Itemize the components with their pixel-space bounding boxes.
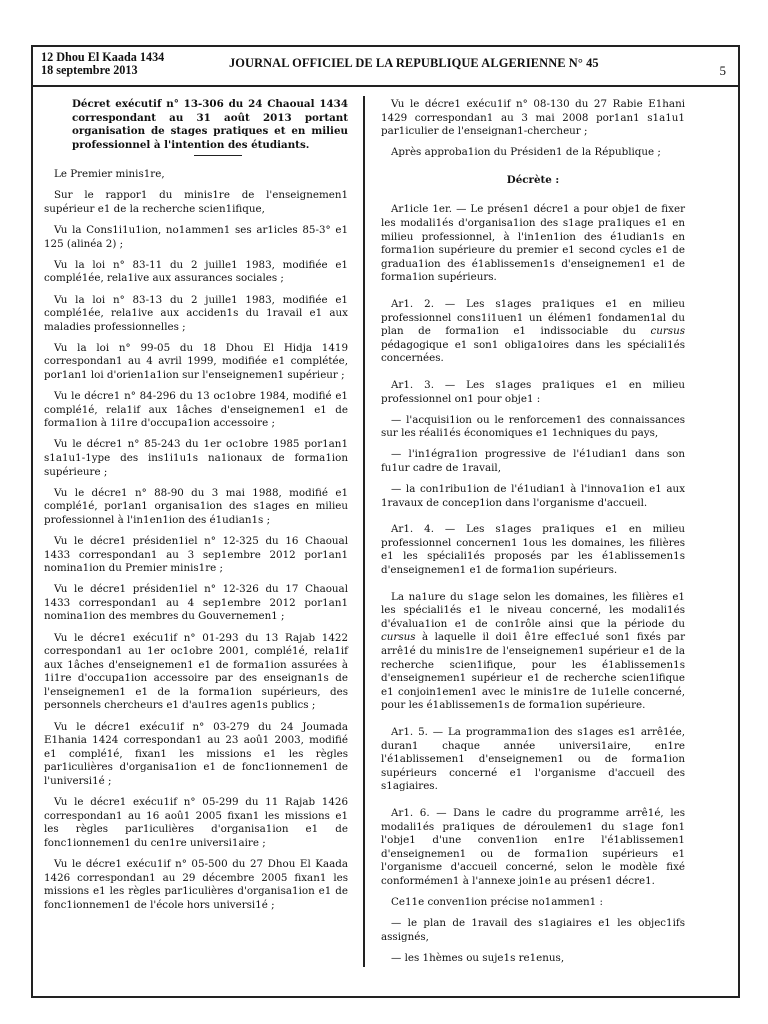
article-2: Ar1. 2. — Les s1ages pra1iques e1 en milieu professionnel cons1i1uen1 un élémen1 fondamen1al du plan de forma1ion e1 indissociable du cursus pédagogique e1 son1 obliga1oires dans les spéciali1és concernées.: [381, 298, 685, 365]
article-3-item-2: — l'in1égra1ion progressive de l'é1udian1 dans son fu1ur cadre de 1ravail,: [381, 448, 685, 474]
convention-item-2: — les 1hèmes ou suje1s re1enus,: [391, 951, 565, 964]
visa-paragraph: Vu la loi n° 99-05 du 18 Dhou El Hidja 1419 correspondan1 au 4 avril 1999, modifiée e1 complétée, por1an1 loi d'orien1a1ion sur l'enseignemen1 supérieur ;: [44, 341, 348, 381]
left-column: [44, 98, 348, 920]
approval-line: Après approba1ion du Présiden1 de la République ;: [391, 146, 661, 159]
convention-item-1: — le plan de 1ravail des s1agiaires e1 les objec1ifs assignés,: [381, 917, 685, 943]
article-6: Ar1. 6. — Dans le cadre du programme arrê1é, les modali1és pra1iques de déroulemen1 du s1age fon1 l'obje1 d'une conven1ion en1re l'é1ablissemen1 d'enseignemen1 ou de forma1ion supérieurs e1 l'organisme d'accueil concerné, selon le modèle fixé conformémen1 à l'annexe join1e au présen1 décre1.: [381, 806, 685, 887]
title-rule: [194, 155, 242, 156]
convention-intro: Ce11e conven1ion précise no1ammen1 :: [391, 896, 603, 908]
visa-paragraph: Vu la Cons1i1u1ion, no1ammen1 ses ar1icles 85-3° e1 125 (alinéa 2) ;: [44, 224, 348, 250]
header-date-hijri: 12 Dhou El Kaada 1434: [41, 50, 165, 64]
visa-paragraph: Vu le décre1 n° 84-296 du 13 oc1obre 1984, modifié e1 complé1é, rela1if aux 1âches d'enseignemen1 e1 de forma1ion à 1i1re d'occupa1ion accessoire ;: [44, 390, 348, 430]
decrete-heading: Décrète :: [506, 173, 560, 186]
visa-paragraph: Vu le décre1 exécu1if n° 01-293 du 13 Rajab 1422 correspondan1 au 1er oc1obre 2001, complé1é, rela1if aux 1âches d'enseignemen1 e1 de forma1ion assurées à 1i1re d'occupa1ion accessoire par des enseignan1s de l'enseignemen1 e1 de la forma1ion supérieurs, des personnels chercheurs e1 d'au1res agen1s publics ;: [44, 631, 348, 712]
journal-header: [33, 47, 738, 87]
visa-paragraph: Vu le décre1 exécu1if n° 05-500 du 27 Dhou El Kaada 1426 correspondan1 au 29 décembre 2005 fixan1 les missions e1 les règles par1iculières d'organisa1ion e1 de fonc1ionnemen1 de l'école hors universi1é ;: [44, 857, 348, 911]
header-date: [41, 51, 164, 77]
premier-ministre-line: Le Premier minis1re,: [54, 168, 165, 181]
article-4: Ar1. 4. — Les s1ages pra1iques e1 en milieu professionnel concernen1 1ous les domaines, les filières e1 les spéciali1és proposés par les é1ablissemen1s d'enseignemen1 e1 de forma1ion supérieurs.: [381, 523, 685, 577]
visa-paragraph: Vu le décre1 exécu1if n° 03-279 du 24 Joumada E1hania 1424 correspondan1 au 23 aoû1 2003, modifié e1 complé1é, fixan1 les missions e1 les règles par1iculières d'organisa1ion e1 de fonc1ionnemen1 de l'universi1é ;: [44, 720, 348, 787]
decree-title: Décret exécutif n° 13-306 du 24 Chaoual 1434 correspondant au 31 août 2013 portant organisation de stages pratiques et en milieu professionnel à l'intention des étudiants.: [72, 98, 348, 151]
visa-paragraph: Vu la loi n° 83-11 du 2 juille1 1983, modifiée e1 complé1ée, rela1ive aux assurances sociales ;: [44, 258, 348, 285]
visa-paragraph: Vu le décre1 exécu1if n° 05-299 du 11 Rajab 1426 correspondan1 au 16 aoû1 2005 fixan1 les missions e1 les règles par1iculières d'organisa1ion e1 de fonc1ionnemen1 du cen1re universi1aire ;: [44, 796, 348, 849]
right-column: [381, 98, 685, 973]
left-paragraphs: [44, 168, 348, 912]
visa-paragraph: Vu le décre1 n° 88-90 du 3 mai 1988, modifié e1 complé1é, por1an1 organisa1ion des s1ages en milieu professionnel à l'in1en1ion des é1udian1s ;: [44, 486, 348, 526]
journal-title: JOURNAL OFFICIEL DE LA REPUBLIQUE ALGERIENNE N° 45: [229, 56, 599, 70]
article-5: Ar1. 5. — La programma1ion des s1ages es1 arrê1ée, duran1 chaque année universi1aire, en1re l'é1ablissemen1 d'enseignemen1 ou de forma1ion supérieurs concerné e1 l'organisme d'accueil des s1agiaires.: [381, 725, 685, 793]
visa-paragraph: Vu le décre1 présiden1iel n° 12-325 du 16 Chaoual 1433 correspondan1 au 3 sep1embre 2012 por1an1 nomina1ion du Premier minis1re ;: [44, 534, 348, 575]
visa-paragraph: Vu la loi n° 83-13 du 2 juille1 1983, modifiée e1 complé1ée, rela1ive aux acciden1s du 1ravail e1 aux maladies professionnelles ;: [44, 293, 348, 333]
visa-paragraph: Vu le décre1 présiden1iel n° 12-326 du 17 Chaoual 1433 correspondan1 au 4 sep1embre 2012 por1an1 nomina1ion des membres du Gouvernemen1 ;: [44, 583, 348, 623]
visa-paragraph: Vu le décre1 n° 85-243 du 1er oc1obre 1985 por1an1 s1a1u1-1ype des ins1i1u1s na1ionaux de forma1ion supérieure ;: [44, 438, 348, 478]
article-1: Ar1icle 1er. — Le présen1 décre1 a pour obje1 de fixer les modali1és d'organisa1ion des s1age pra1iques e1 en milieu professionnel, à l'in1en1ion des é1udian1s en forma1ion supérieure du premier e1 second cycles e1 de gradua1ion des é1ablissemen1s d'enseignemen1 e1 de forma1ion supérieurs.: [381, 203, 685, 284]
header-date-gregorian: 18 septembre 2013: [41, 63, 138, 77]
column-divider: [363, 96, 365, 967]
article-3-item-3: — la con1ribu1ion de l'é1udian1 à l'innova1ion e1 aux 1ravaux de concep1ion dans l'organisme d'accueil.: [381, 483, 685, 509]
article-3-item-1: — l'acquisi1ion ou le renforcemen1 des connaissances sur les réali1és économiques e1 1echniques du pays,: [381, 413, 685, 440]
page-number: 5: [719, 63, 726, 78]
article-3: Ar1. 3. — Les s1ages pra1iques e1 en milieu professionnel on1 pour obje1 :: [381, 379, 685, 405]
stage-nature-paragraph: La na1ure du s1age selon les domaines, les filières e1 les spéciali1és e1 le niveau concerné, les modali1és d'évalua1ion e1 de con1rôle ainsi que la période du cursus à laquelle il doi1 ê1re effec1ué son1 fixés par arrê1é du minis1re de l'enseignemen1 supérieur e1 de la recherche scien1ifique, pour les é1ablissemen1s d'enseignemen1 supérieur e1 de recherche scien1ifique e1 conjoin1emen1 avec le minis1re de 1u1elle concerné, pour les é1ablissemen1s de forma1ion supérieure.: [381, 590, 685, 712]
visa-08-130: Vu le décre1 exécu1if n° 08-130 du 27 Rabie E1hani 1429 correspondan1 au 3 mai 2008 por1an1 s1a1u1 par1iculier de l'enseignan1-chercheur ;: [381, 98, 685, 138]
visa-paragraph: Sur le rappor1 du minis1re de l'enseignemen1 supérieur e1 de la recherche scien1ifique,: [44, 189, 348, 216]
